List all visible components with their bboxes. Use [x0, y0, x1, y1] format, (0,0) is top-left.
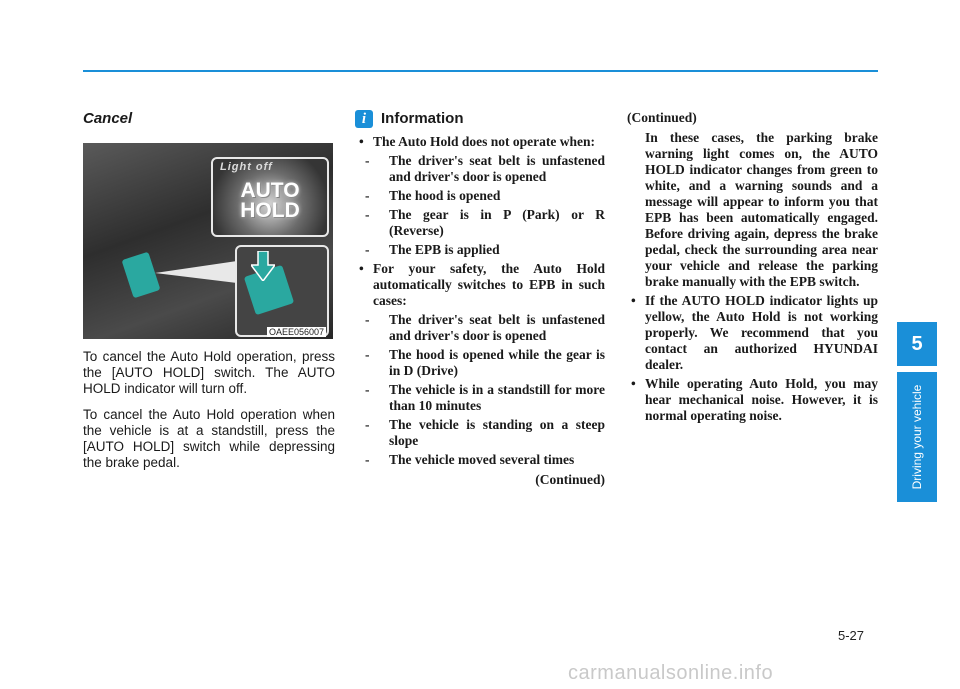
list-item: - The gear is in P (Park) or R (Reverse) — [365, 207, 605, 239]
bullet-switches-to-epb: • For your safety, the Auto Hold automatically switches to EPB in such cases: — [355, 261, 605, 309]
cancel-paragraph-2: To cancel the Auto Hold operation when the vehicle is at a standstill, press the [AUTO HOLD] switch while depressing the brake pedal. — [83, 407, 335, 470]
header-rule — [83, 70, 878, 72]
bullet-yellow-indicator: • If the AUTO HOLD indicator lights up yellow, the Auto Hold is not working properly. We recommend that you contact an authorized HYUNDAI dealer. — [627, 293, 878, 373]
auto-hold-indicator — [211, 181, 329, 221]
auto-hold-figure — [83, 143, 333, 339]
list-item: - The driver's seat belt is unfastened and driver's door is opened — [365, 312, 605, 344]
list-item: - The EPB is applied — [365, 242, 605, 258]
page-number: 5-27 — [838, 628, 865, 643]
list-item: - The driver's seat belt is unfastened and driver's door is opened — [365, 153, 605, 185]
information-header — [355, 110, 605, 128]
list-item: - The vehicle is in a standstill for more than 10 minutes — [365, 382, 605, 414]
information-column — [355, 110, 605, 488]
light-off-label: Light off — [220, 161, 273, 173]
info-icon: i — [355, 110, 373, 128]
continued-start-label: (Continued) — [627, 110, 697, 125]
cancel-paragraph-1: To cancel the Auto Hold operation, press the [AUTO HOLD] switch. The AUTO HOLD indicator will turn off. — [83, 349, 335, 396]
left-column — [83, 110, 335, 471]
bullet-mechanical-noise: • While operating Auto Hold, you may hear mechanical noise. However, it is normal operating noise. — [627, 376, 878, 424]
chapter-number-tab: 5 — [897, 322, 937, 366]
indicator-line-1: AUTO — [240, 179, 300, 202]
figure-code: OAEE056007 — [269, 327, 325, 337]
list-item: - The vehicle moved several times — [365, 452, 605, 468]
continued-column — [627, 110, 878, 426]
watermark: carmanualsonline.info — [568, 662, 774, 684]
chapter-title-tab — [897, 372, 937, 502]
bullet-does-not-operate: • The Auto Hold does not operate when: — [355, 134, 605, 150]
list-item: - The hood is opened — [365, 188, 605, 204]
section-heading: Cancel — [83, 110, 133, 127]
epb-engaged-paragraph: In these cases, the parking brake warning light comes on, the AUTO HOLD indicator changes from green to white, and a warning sounds and a message will appear to inform you that EPB has been automatically engaged. Before driving again, depress the brake pedal, check the surrounding area near your vehicle and release the parking brake manually with the EPB switch. — [645, 130, 878, 289]
press-arrow-icon — [251, 251, 275, 281]
list-item: - The vehicle is standing on a steep slope — [365, 417, 605, 449]
continued-label: (Continued) — [535, 472, 605, 487]
information-title: Information — [381, 110, 464, 127]
chapter-title: Driving your vehicle — [910, 384, 924, 490]
indicator-line-2: HOLD — [240, 199, 300, 222]
callout-pointer — [155, 261, 237, 283]
list-item: - The hood is opened while the gear is in D (Drive) — [365, 347, 605, 379]
